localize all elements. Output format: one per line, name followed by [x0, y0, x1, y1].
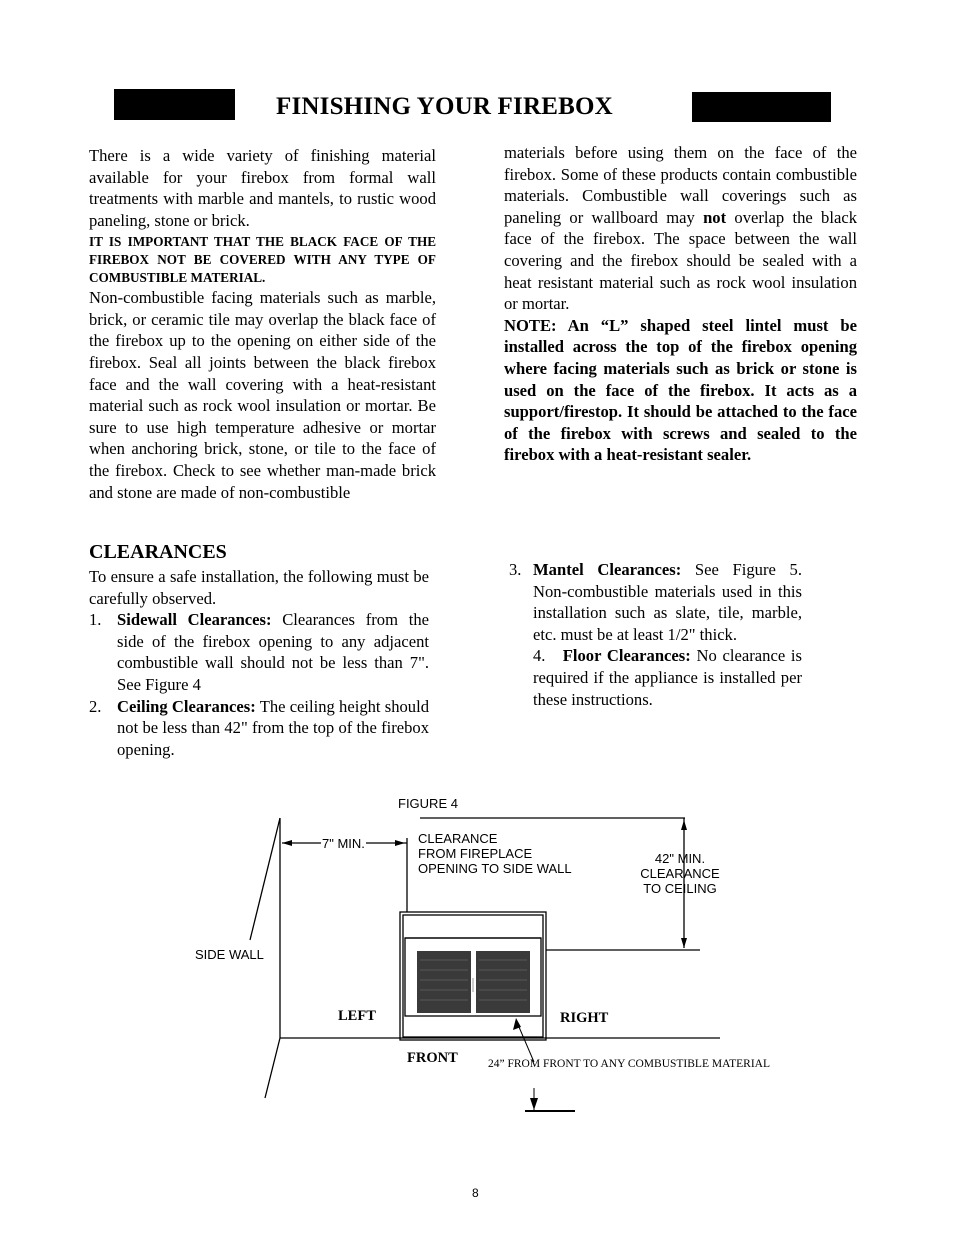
- clearances-heading: CLEARANCES: [89, 541, 227, 563]
- item-label: Floor Clearances:: [562, 646, 691, 666]
- warning-paragraph: IT IS IMPORTANT THAT THE BLACK FACE OF THE FIREBOX NOT BE COVERED WITH ANY TYPE OF COMBUSTIBLE MATERIAL.: [89, 234, 436, 285]
- left-label: LEFT: [338, 1008, 376, 1024]
- item-number: 1.: [89, 610, 102, 630]
- intro-paragraph: There is a wide variety of finishing material available for your firebox from formal wall treatments with marble and mantels, to rustic wood paneling, stone or brick.: [89, 146, 436, 230]
- item-label: Sidewall Clearances:: [117, 610, 272, 630]
- arrow-7in-right: [395, 840, 405, 846]
- side-clearance-label: [418, 831, 572, 876]
- arrow-ceiling-bottom: [681, 938, 687, 948]
- arrow-ceiling-top: [681, 820, 687, 830]
- figure-caption: FIGURE 4: [398, 796, 458, 811]
- materials-text-a: materials before using them on the face of the firebox. Some of these products contain combustible materials. Combustible wall coverings such as paneling or wallboard may: [504, 143, 857, 227]
- front-clearance-note: 24” FROM FRONT TO ANY COMBUSTIBLE MATERIAL: [488, 1058, 770, 1070]
- item-text: See Figure 5. Non-combustible materials used in this installation such as slate, tile, marble, etc. must be at least 1/2" thick.: [533, 560, 802, 644]
- item-label: Ceiling Clearances:: [117, 696, 256, 716]
- arrow-7in-left: [282, 840, 292, 846]
- page-title: FINISHING YOUR FIREBOX: [276, 93, 613, 120]
- side-clearance-line-1: CLEARANCE: [418, 831, 498, 846]
- item-number: 3.: [509, 560, 522, 579]
- item-number: 2.: [89, 696, 102, 716]
- item-text: Clearances from the side of the firebox opening to any adjacent combustible wall should not be less than 7". See Figure 4: [117, 610, 429, 694]
- clearances-intro: To ensure a safe installation, the following must be carefully observed.: [89, 567, 429, 608]
- item-label: Mantel Clearances:: [533, 560, 682, 579]
- side-wall-diagonal-top: [250, 818, 280, 940]
- side-wall-label: SIDE WALL: [195, 947, 264, 962]
- front-clearance-arrow: [530, 1098, 538, 1110]
- ceiling-clearance-line-3: TO CEILING: [643, 881, 717, 896]
- seven-inch-label: 7" MIN.: [322, 836, 365, 851]
- page-number: 8: [472, 1186, 479, 1200]
- materials-text-b: overlap the black face of the firebox. The space between the wall covering and the firebox should be sealed with a heat resistant material such as rock wool insulation or mortar.: [504, 207, 857, 314]
- lintel-note: NOTE: An “L” shaped steel lintel must be installed across the top of the firebox opening where facing materials such as brick or stone is used on the face of the firebox. It acts as a support/firestop. It should be attached to the face of the firebox with screws and sealed to the firebox with a heat-resistant sealer.: [504, 315, 857, 465]
- item-text: The ceiling height should not be less than 42" from the top of the firebox opening.: [117, 696, 429, 759]
- item-text: No clearance is required if the appliance is installed per these instructions.: [533, 646, 803, 709]
- front-label: FRONT: [407, 1050, 458, 1066]
- ceiling-clearance-line-2: CLEARANCE: [640, 866, 720, 881]
- right-label: RIGHT: [560, 1010, 609, 1026]
- side-clearance-line-2: FROM FIREPLACE: [418, 846, 533, 861]
- item-number: 4.: [533, 646, 546, 666]
- materials-text-bold: not: [703, 207, 727, 227]
- side-wall-diagonal-bottom: [265, 1038, 280, 1098]
- side-clearance-line-3: OPENING TO SIDE WALL: [418, 861, 572, 876]
- ceiling-clearance-label: [620, 851, 740, 896]
- ceiling-clearance-line-1: 42" MIN.: [654, 851, 706, 866]
- facing-paragraph: Non-combustible facing materials such as marble, brick, or ceramic tile may overlap the black face of the firebox up to the opening on either side of the firebox. Seal all joints between the black firebox face and the wall covering with a heat-resistant material such as rock wool insulation or mortar. Be sure to use high temperature adhesive or mortar when anchoring brick, stone, or tile to the face of the firebox. Check to see whether man-made brick and stone are made of non-combustible: [89, 288, 436, 502]
